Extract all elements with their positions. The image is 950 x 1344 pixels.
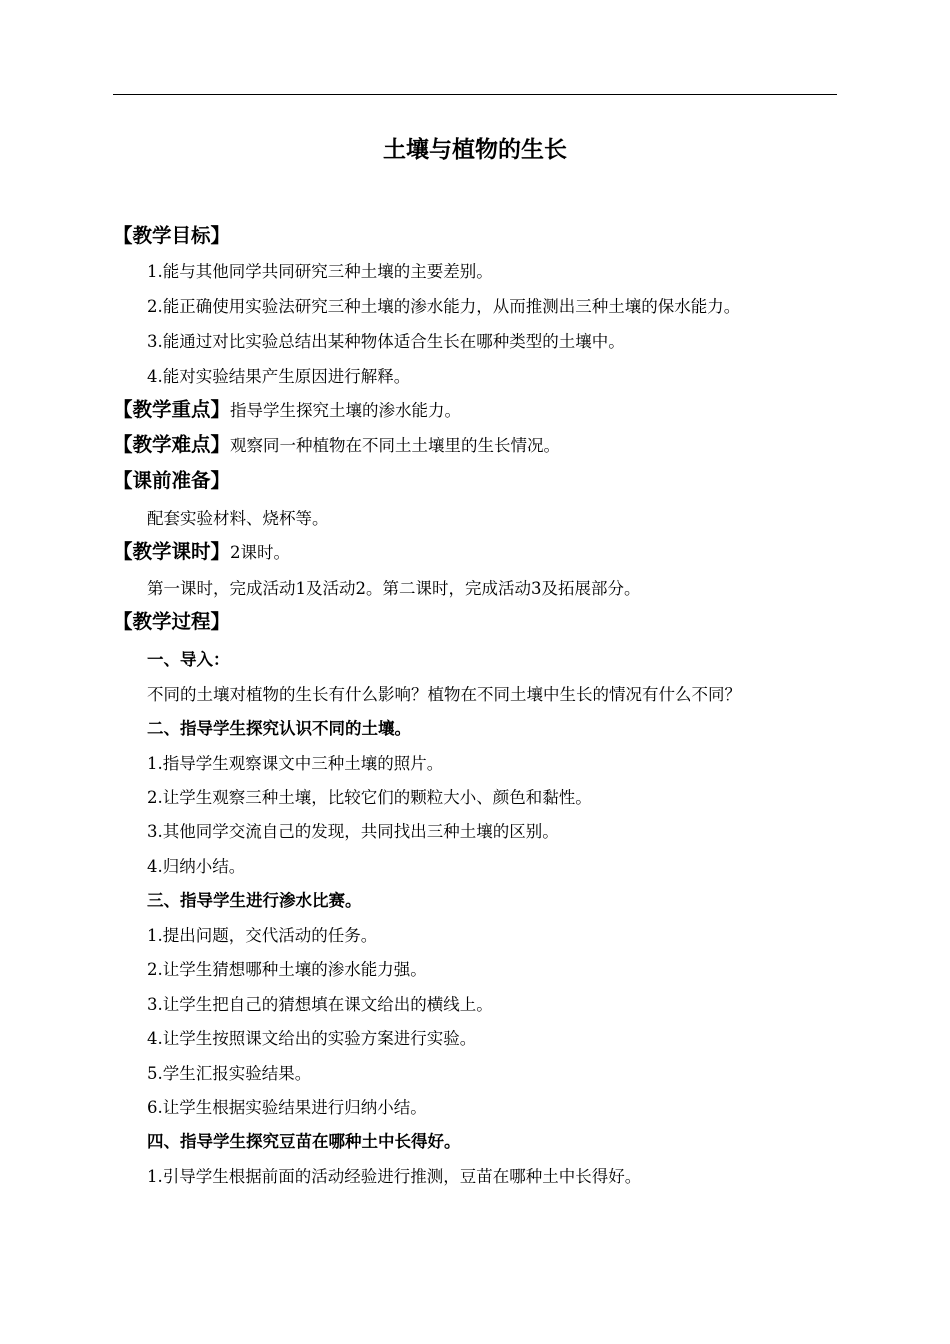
periods-detail: 第一课时，完成活动1及活动2。第二课时，完成活动3及拓展部分。 bbox=[147, 579, 641, 598]
key-point-row bbox=[113, 398, 461, 423]
preparation-heading: 【课前准备】 bbox=[113, 469, 231, 492]
list-item: 1.提出问题，交代活动的任务。 bbox=[147, 926, 378, 945]
list-item: 1.引导学生根据前面的活动经验进行推测，豆苗在哪种土中长得好。 bbox=[147, 1167, 642, 1186]
header-rule bbox=[113, 94, 837, 95]
preparation-text: 配套实验材料、烧杯等。 bbox=[147, 509, 329, 528]
section-text: 不同的土壤对植物的生长有什么影响？植物在不同土壤中生长的情况有什么不同？ bbox=[147, 685, 741, 704]
list-item: 5.学生汇报实验结果。 bbox=[147, 1064, 312, 1083]
periods-row bbox=[113, 540, 290, 565]
section-title: 四、指导学生探究豆苗在哪种土中长得好。 bbox=[147, 1132, 461, 1151]
objective-item: 1.能与其他同学共同研究三种土壤的主要差别。 bbox=[147, 262, 493, 281]
list-item: 2.让学生观察三种土壤，比较它们的颗粒大小、颜色和黏性。 bbox=[147, 788, 592, 807]
difficulty-row bbox=[113, 433, 560, 458]
section-title: 二、指导学生探究认识不同的土壤。 bbox=[147, 719, 411, 738]
process-heading: 【教学过程】 bbox=[113, 610, 231, 633]
list-item: 2.让学生猜想哪种土壤的渗水能力强。 bbox=[147, 960, 427, 979]
list-item: 4.让学生按照课文给出的实验方案进行实验。 bbox=[147, 1029, 477, 1048]
objective-item: 3.能通过对比实验总结出某种物体适合生长在哪种类型的土壤中。 bbox=[147, 332, 625, 351]
section-title: 三、指导学生进行渗水比赛。 bbox=[147, 891, 362, 910]
objective-item: 4.能对实验结果产生原因进行解释。 bbox=[147, 367, 411, 386]
list-item: 6.让学生根据实验结果进行归纳小结。 bbox=[147, 1098, 427, 1117]
list-item: 4.归纳小结。 bbox=[147, 857, 246, 876]
difficulty-heading: 【教学难点】 bbox=[113, 433, 231, 456]
difficulty-text: 观察同一种植物在不同土土壤里的生长情况。 bbox=[230, 436, 561, 455]
section-title: 一、导入： bbox=[147, 650, 230, 669]
periods-heading: 【教学课时】 bbox=[113, 540, 231, 563]
list-item: 3.其他同学交流自己的发现，共同找出三种土壤的区别。 bbox=[147, 822, 559, 841]
document-title: 土壤与植物的生长 bbox=[383, 137, 567, 163]
periods-text: 2课时。 bbox=[230, 543, 291, 562]
list-item: 3.让学生把自己的猜想填在课文给出的横线上。 bbox=[147, 995, 493, 1014]
objectives-heading: 【教学目标】 bbox=[113, 224, 231, 247]
key-point-heading: 【教学重点】 bbox=[113, 398, 231, 421]
objective-item: 2.能正确使用实验法研究三种土壤的渗水能力，从而推测出三种土壤的保水能力。 bbox=[147, 297, 741, 316]
list-item: 1.指导学生观察课文中三种土壤的照片。 bbox=[147, 754, 444, 773]
key-point-text: 指导学生探究土壤的渗水能力。 bbox=[230, 401, 462, 420]
